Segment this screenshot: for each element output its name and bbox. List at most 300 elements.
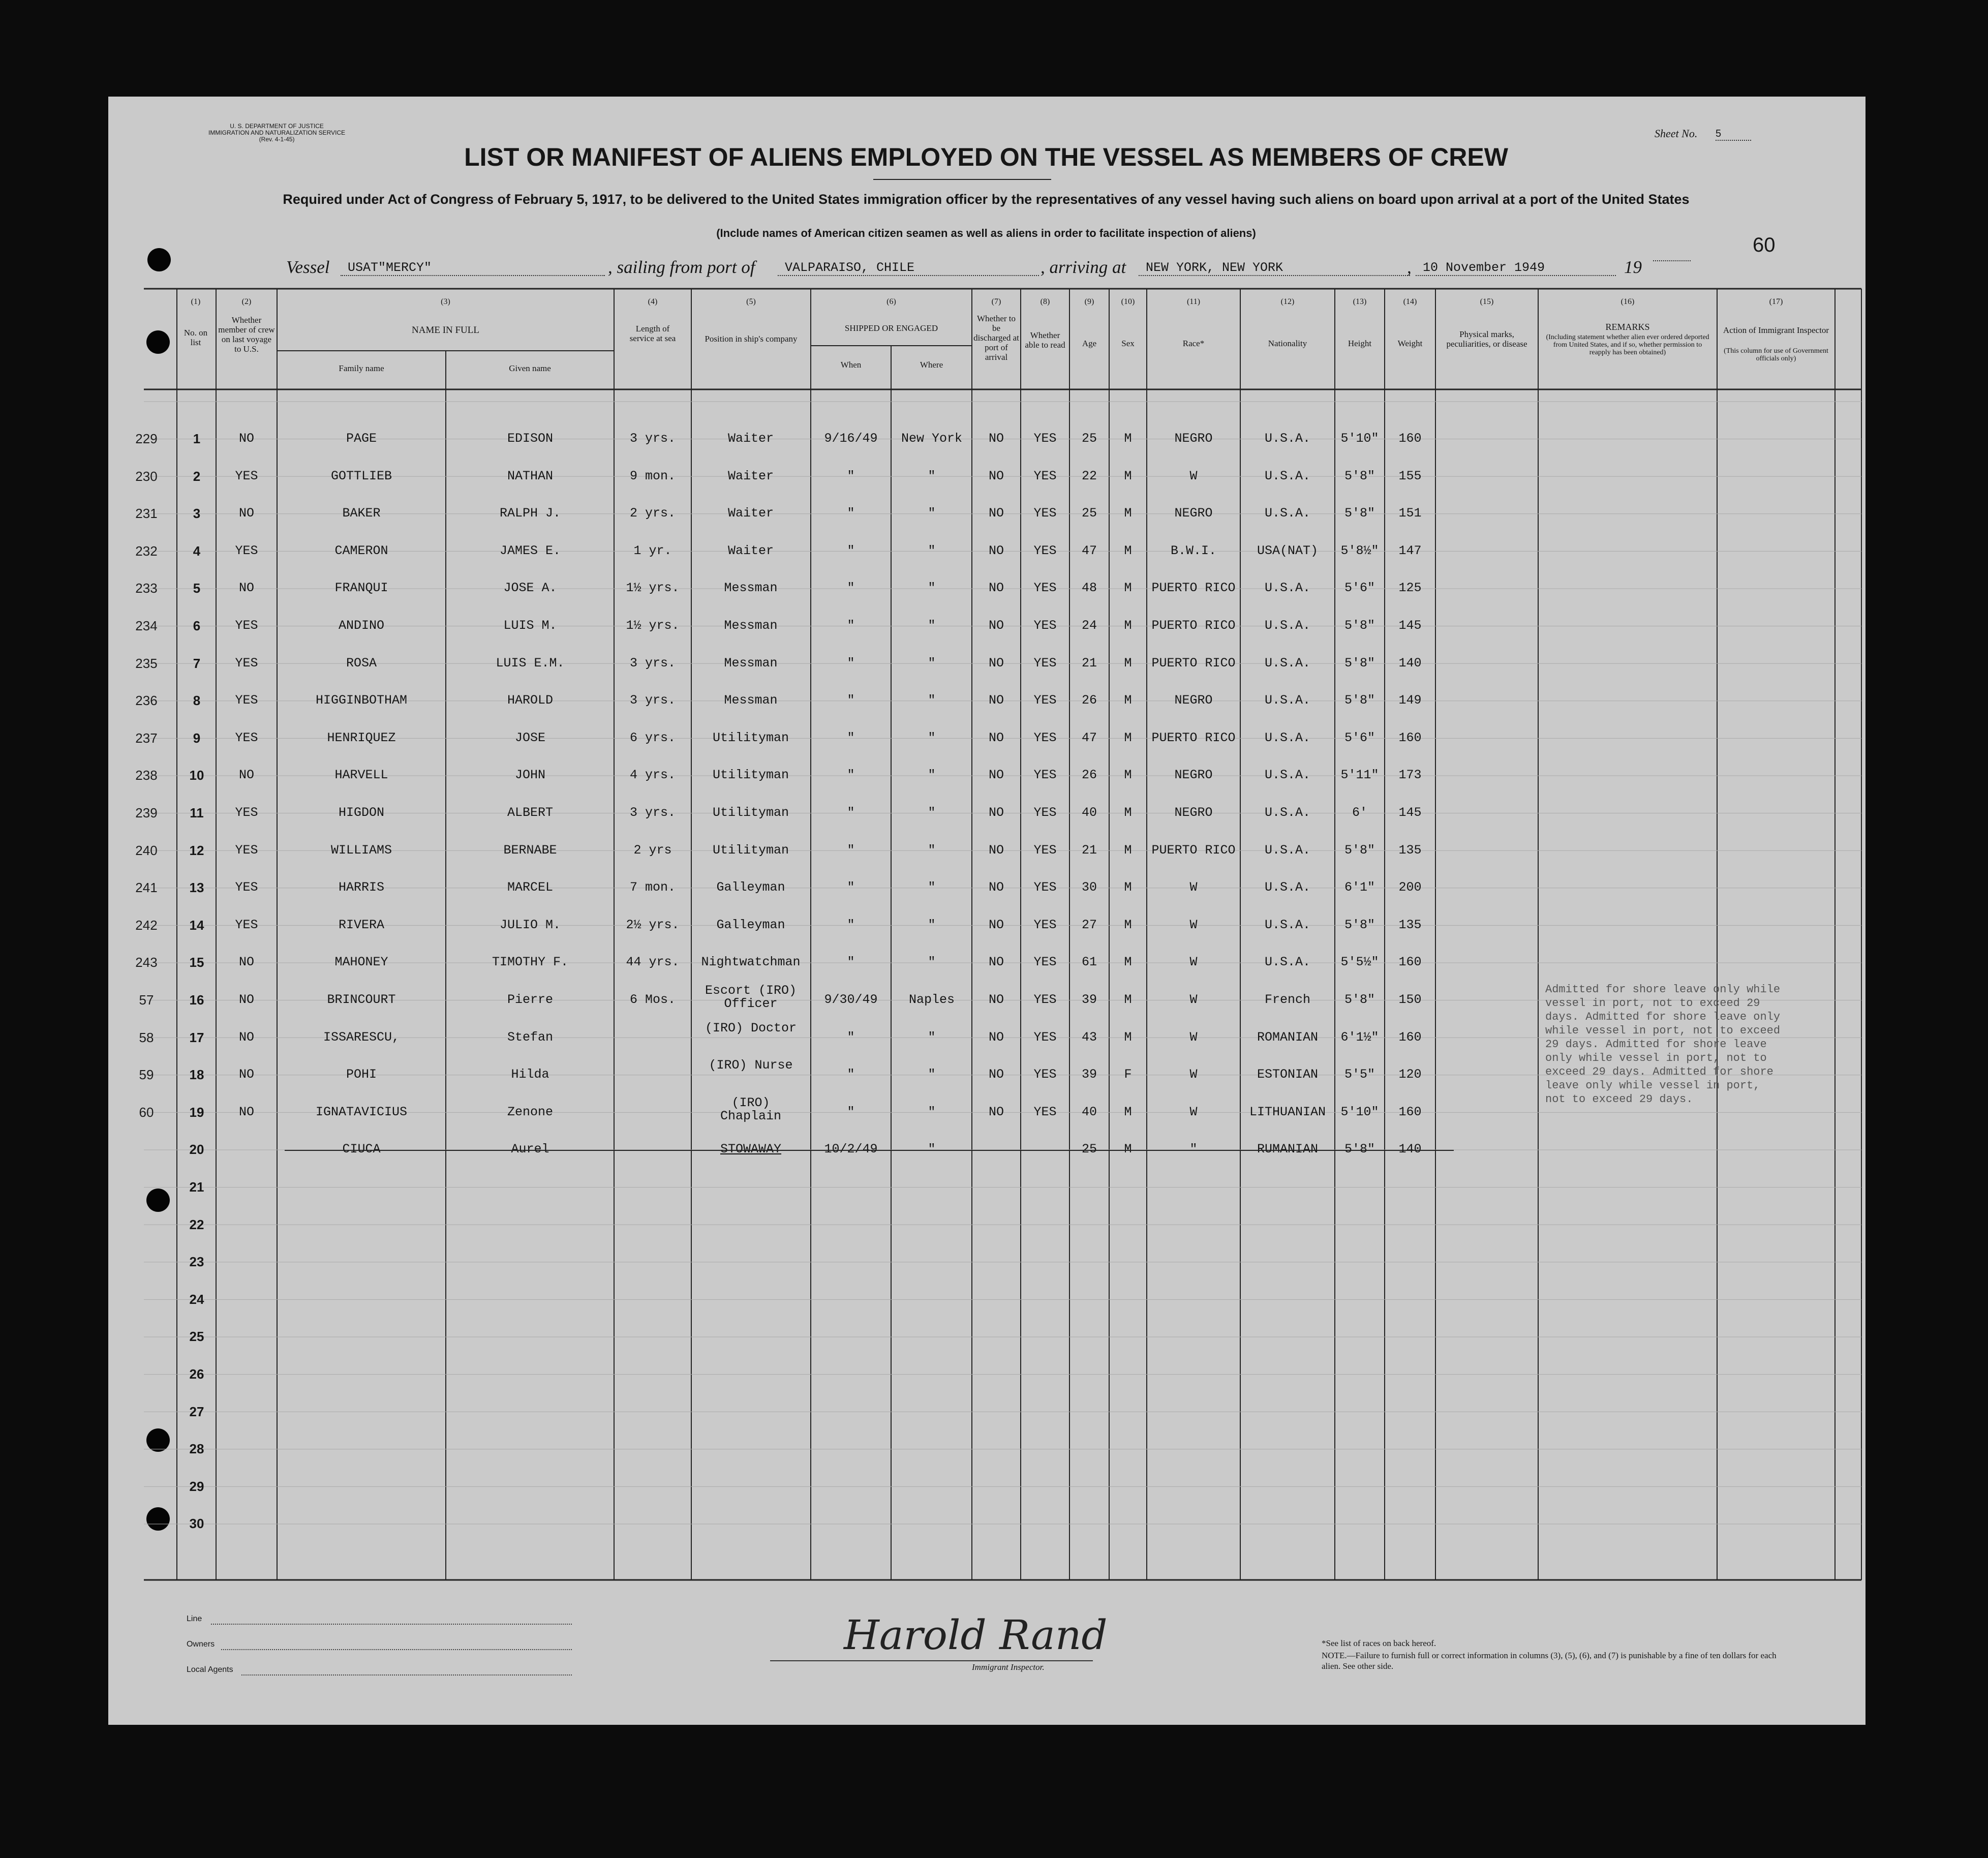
cell-read: YES [1033,655,1057,671]
cell-no: 7 [193,655,201,671]
cell-no: 3 [193,506,201,522]
cell-sex: M [1124,543,1132,558]
cell-when: 10/2/49 [824,1142,878,1157]
cell-given: ALBERT [507,805,554,820]
col4-header: Length of service at sea [629,324,676,343]
col16-subheader: (Including statement whether alien ever ordered deported from United States, and if so, whether permission to reapply has been obtained) [1546,333,1709,356]
local-agents-field [241,1674,572,1676]
cell-family: ROSA [346,655,377,671]
cell-nationality: LITHUANIAN [1249,1104,1326,1119]
cell-prev: YES [235,543,258,558]
cell-read: YES [1033,1029,1057,1045]
cell-age: 30 [1081,880,1097,895]
cell-when: " [847,805,855,820]
cell-when: " [847,768,855,783]
cell-given: JULIO M. [499,917,561,932]
cell-where: " [928,581,936,596]
col3-number: (3) [441,297,450,306]
col9-number: (9) [1084,297,1094,306]
cell-no: 20 [189,1142,204,1158]
cell-when: " [847,1029,855,1045]
cell-prev: YES [235,880,258,895]
cell-height: 5'10" [1340,431,1379,446]
cell-discharge: NO [988,618,1004,633]
cell-weight: 151 [1398,506,1422,521]
cell-family: PAGE [346,431,377,446]
cell-sex: M [1124,693,1132,708]
col3-header: NAME IN FULL [412,325,479,336]
cell-read: YES [1033,581,1057,596]
cell-no: 2 [193,468,201,484]
cell-when: " [847,618,855,633]
cell-discharge: NO [988,655,1004,671]
cell-sex: F [1124,1067,1132,1082]
cell-prev: YES [235,805,258,820]
date-comma: , [1407,257,1412,277]
cell-discharge: NO [988,581,1004,596]
cell-prev: NO [238,768,255,783]
cell-service: 1½ yrs. [626,618,680,633]
cell-age: 27 [1081,917,1097,932]
form-instruction: (Include names of American citizen seamen as well as aliens in order to facilitate inspection of aliens) [716,227,1256,239]
cell-race: W [1189,917,1198,932]
cell-age: 21 [1081,842,1097,858]
cell-prev: NO [238,581,255,596]
cell-sex: M [1124,917,1132,932]
cell-given: Stefan [507,1029,554,1045]
cell-no: 12 [189,842,204,858]
cell-ref: 59 [139,1067,154,1083]
cell-read: YES [1033,468,1057,483]
cell-height: 5'5" [1344,1067,1375,1082]
strike-through-line [285,1150,1454,1151]
cell-position: Waiter [727,543,774,558]
signature-line [770,1660,1093,1661]
cell-no: 21 [189,1179,204,1195]
cell-service: 9 mon. [629,468,676,483]
cell-weight: 149 [1398,693,1422,708]
cell-prev: NO [238,955,255,970]
cell-no: 4 [193,543,201,559]
cell-read: YES [1033,431,1057,446]
cell-discharge: NO [988,693,1004,708]
cell-prev: YES [235,917,258,932]
cell-sex: M [1124,468,1132,483]
col13-header: Height [1348,339,1372,348]
cell-nationality: USA(NAT) [1257,543,1319,558]
cell-where: " [928,618,936,633]
cell-position: Waiter [727,506,774,521]
cell-prev: YES [235,693,258,708]
cell-ref: 242 [135,917,158,933]
cell-race: W [1189,1067,1198,1082]
cell-race: PUERTO RICO [1151,730,1236,745]
cell-position: Nightwatchman [701,955,801,970]
cell-no: 27 [189,1404,204,1419]
cell-sex: M [1124,581,1132,596]
cell-no: 25 [189,1329,204,1345]
cell-family: HARRIS [338,880,385,895]
cell-ref: 238 [135,768,158,783]
cell-no: 1 [193,431,201,446]
cell-discharge: NO [988,431,1004,446]
cell-no: 16 [189,992,204,1008]
handwritten-number: 60 [1753,234,1776,256]
cell-sex: M [1124,1029,1132,1045]
cell-nationality: U.S.A. [1264,431,1311,446]
col15-number: (15) [1480,297,1494,306]
cell-nationality: ROMANIAN [1257,1029,1319,1045]
cell-nationality: U.S.A. [1264,917,1311,932]
cell-read: YES [1033,693,1057,708]
cell-prev: YES [235,618,258,633]
cell-age: 47 [1081,543,1097,558]
cell-discharge: NO [988,543,1004,558]
cell-ref: 241 [135,880,158,896]
cell-service: 44 yrs. [626,955,680,970]
cell-read: YES [1033,955,1057,970]
cell-age: 40 [1081,805,1097,820]
cell-family: HENRIQUEZ [327,730,396,745]
cell-race: W [1189,992,1198,1007]
year-prefix: 19 [1624,257,1642,277]
cell-where: " [928,1029,936,1045]
cell-read: YES [1033,992,1057,1007]
cell-read: YES [1033,730,1057,745]
cell-age: 24 [1081,618,1097,633]
cell-ref: 232 [135,543,158,559]
cell-given: NATHAN [507,468,554,483]
cell-height: 5'8½" [1340,543,1379,558]
cell-no: 24 [189,1291,204,1307]
cell-weight: 160 [1398,1104,1422,1119]
cell-where: " [928,917,936,932]
line-field [211,1624,572,1625]
cell-prev: YES [235,842,258,858]
cell-read: YES [1033,618,1057,633]
cell-weight: 160 [1398,730,1422,745]
cell-weight: 200 [1398,880,1422,895]
col10-header: Sex [1121,339,1135,348]
cell-nationality: U.S.A. [1264,730,1311,745]
cell-nationality: U.S.A. [1264,955,1311,970]
cell-nationality: RUMANIAN [1257,1142,1319,1157]
cell-read: YES [1033,543,1057,558]
cell-discharge: NO [988,1029,1004,1045]
penalty-note: NOTE.—Failure to furnish full or correct information in columns (3), (5), (6), and (7) is punishable by a fine of ten dollars for each alien. See other side. [1322,1651,1777,1671]
cell-ref: 229 [135,431,158,446]
cell-no: 10 [189,768,204,783]
cell-nationality: U.S.A. [1264,805,1311,820]
cell-given: RALPH J. [499,506,561,521]
cell-ref: 230 [135,468,158,484]
cell-nationality: U.S.A. [1264,880,1311,895]
cell-age: 39 [1081,992,1097,1007]
cell-ref: 234 [135,618,158,633]
cell-given: JAMES E. [499,543,561,558]
cell-no: 19 [189,1104,204,1120]
cell-family: CIUCA [342,1142,381,1157]
cell-service: 2 yrs [633,842,672,858]
cell-nationality: U.S.A. [1264,581,1311,596]
cell-family: POHI [346,1067,377,1082]
cell-no: 5 [193,581,201,596]
col17-number: (17) [1769,297,1783,306]
cell-nationality: ESTONIAN [1257,1067,1319,1082]
cell-service: 3 yrs. [629,805,676,820]
cell-race: PUERTO RICO [1151,581,1236,596]
local-agents-label: Local Agents [187,1665,233,1674]
cell-given: Zenone [507,1104,554,1119]
cell-weight: 135 [1398,842,1422,858]
col7-header: Whether to be discharged at port of arrival [973,314,1019,362]
cell-service: 1½ yrs. [626,581,680,596]
cell-given: EDISON [507,431,554,446]
col16-header: REMARKS [1605,322,1650,332]
cell-when: " [847,693,855,708]
cell-height: 5'8" [1344,618,1375,633]
cell-family: HIGDON [338,805,385,820]
cell-nationality: U.S.A. [1264,468,1311,483]
col9-header: Age [1082,339,1097,348]
cell-discharge: NO [988,768,1004,783]
cell-sex: M [1124,655,1132,671]
col14-header: Weight [1397,339,1423,348]
cell-family: MAHONEY [334,955,388,970]
cell-position: Utilityman [712,768,789,783]
cell-ref: 236 [135,693,158,709]
cell-when: " [847,1104,855,1119]
cell-when: " [847,880,855,895]
cell-service: 2½ yrs. [626,917,680,932]
cell-sex: M [1124,768,1132,783]
cell-discharge: NO [988,468,1004,483]
cell-race: PUERTO RICO [1151,655,1236,671]
cell-where: " [928,880,936,895]
cell-race: W [1189,880,1198,895]
cell-position: Utilityman [712,730,789,745]
cell-sex: M [1124,506,1132,521]
cell-height: 5'8" [1344,693,1375,708]
cell-sex: M [1124,992,1132,1007]
cell-family: BAKER [342,506,381,521]
cell-family: HARVELL [334,768,388,783]
cell-race: NEGRO [1174,431,1213,446]
col8-number: (8) [1040,297,1050,306]
cell-position: Galleyman [716,917,785,932]
cell-family: WILLIAMS [330,842,392,858]
cell-discharge: NO [988,506,1004,521]
cell-ref: 239 [135,805,158,820]
cell-race: NEGRO [1174,506,1213,521]
cell-race: PUERTO RICO [1151,842,1236,858]
cell-sex: M [1124,805,1132,820]
cell-age: 47 [1081,730,1097,745]
cell-age: 25 [1081,1142,1097,1157]
cell-height: 5'8" [1344,655,1375,671]
cell-height: 6' [1352,805,1368,820]
cell-given: JOHN [514,768,546,783]
cell-height: 5'5½" [1340,955,1379,970]
cell-family: CAMERON [334,543,388,558]
cell-nationality: U.S.A. [1264,768,1311,783]
cell-position: Messman [724,655,778,671]
col13-number: (13) [1353,297,1367,306]
cell-when: " [847,468,855,483]
cell-race: W [1189,468,1198,483]
cell-given: JOSE A. [503,581,557,596]
cell-sex: M [1124,842,1132,858]
cell-weight: 120 [1398,1067,1422,1082]
cell-discharge: NO [988,842,1004,858]
cell-family: RIVERA [338,917,385,932]
cell-age: 40 [1081,1104,1097,1119]
cell-where: " [928,693,936,708]
cell-position: (IRO) Chaplain [720,1095,782,1123]
cell-discharge: NO [988,1067,1004,1082]
cell-height: 5'11" [1340,768,1379,783]
cell-service: 6 yrs. [629,730,676,745]
cell-position: Waiter [727,431,774,446]
cell-height: 5'8" [1344,842,1375,858]
cell-discharge: NO [988,1104,1004,1119]
cell-discharge: NO [988,955,1004,970]
cell-age: 22 [1081,468,1097,483]
inspector-signature: Harold Rand [844,1611,1108,1659]
cell-where: " [928,768,936,783]
cell-where: " [928,543,936,558]
cell-height: 5'8" [1344,917,1375,932]
cell-where: " [928,1142,936,1157]
cell-sex: M [1124,618,1132,633]
cell-read: YES [1033,842,1057,858]
cell-service: 3 yrs. [629,655,676,671]
cell-discharge: NO [988,805,1004,820]
col17-subheader: (This column for use of Government officials only) [1724,347,1828,362]
cell-weight: 160 [1398,431,1422,446]
cell-weight: 140 [1398,655,1422,671]
cell-weight: 147 [1398,543,1422,558]
cell-no: 8 [193,693,201,709]
cell-weight: 125 [1398,581,1422,596]
cell-weight: 155 [1398,468,1422,483]
cell-no: 30 [189,1516,204,1532]
cell-weight: 173 [1398,768,1422,783]
cell-age: 61 [1081,955,1097,970]
cell-when: " [847,917,855,932]
cell-nationality: U.S.A. [1264,506,1311,521]
cell-position: Messman [724,693,778,708]
cell-where: Naples [908,992,955,1007]
cell-read: YES [1033,1067,1057,1082]
cell-when: " [847,655,855,671]
col12-number: (12) [1280,297,1295,306]
cell-ref: 237 [135,730,158,746]
form-subtitle: Required under Act of Congress of February 5, 1917, to be delivered to the United States immigration officer by the representatives of any vessel having such aliens on board upon arrival at a port of the United States [283,192,1690,207]
cell-position: (IRO) Nurse [709,1058,793,1073]
cell-no: 29 [189,1478,204,1494]
cell-service: 1 yr. [633,543,672,558]
col10-number: (10) [1121,297,1135,306]
cell-position: Utilityman [712,805,789,820]
cell-sex: M [1124,955,1132,970]
cell-given: BERNABE [503,842,557,858]
cell-sex: M [1124,880,1132,895]
cell-position: Galleyman [716,880,785,895]
cell-prev: NO [238,1104,255,1119]
form-title: LIST OR MANIFEST OF ALIENS EMPLOYED ON THE VESSEL AS MEMBERS OF CREW [464,143,1508,171]
cell-no: 13 [189,880,204,896]
cell-where: " [928,1067,936,1082]
cell-read: YES [1033,768,1057,783]
cell-service: 6 Mos. [629,992,676,1007]
cell-family: ANDINO [338,618,385,633]
cell-given: HAROLD [507,693,554,708]
cell-position: Messman [724,581,778,596]
cell-ref: 243 [135,955,158,970]
cell-read: YES [1033,917,1057,932]
cell-service: 3 yrs. [629,431,676,446]
line-label: Line [187,1615,202,1623]
cell-discharge: NO [988,880,1004,895]
cell-read: YES [1033,805,1057,820]
cell-given: Pierre [507,992,554,1007]
cell-race: PUERTO RICO [1151,618,1236,633]
cell-height: 5'8" [1344,1142,1375,1157]
col16-number: (16) [1620,297,1635,306]
cell-position: Utilityman [712,842,789,858]
vessel-name: USAT"MERCY" [341,260,605,276]
cell-prev: NO [238,431,255,446]
cell-service: 3 yrs. [629,693,676,708]
cell-race: B.W.I. [1170,543,1217,558]
cell-no: 22 [189,1216,204,1232]
cell-weight: 160 [1398,955,1422,970]
cell-nationality: U.S.A. [1264,842,1311,858]
cell-read: YES [1033,506,1057,521]
cell-race: W [1189,955,1198,970]
cell-nationality: U.S.A. [1264,693,1311,708]
cell-where: " [928,842,936,858]
cell-weight: 140 [1398,1142,1422,1157]
sheet-label: Sheet No. [1655,127,1698,140]
sheet-number: 5 [1716,128,1751,141]
cell-race: NEGRO [1174,693,1213,708]
shipped-where-header: Where [920,360,943,370]
sailing-label: , sailing from port of [608,257,755,277]
col1-header: No. on list [183,328,208,347]
cell-sex: M [1124,431,1132,446]
cell-race: NEGRO [1174,768,1213,783]
cell-age: 25 [1081,506,1097,521]
cell-read: YES [1033,1104,1057,1119]
cell-where: " [928,805,936,820]
cell-prev: NO [238,1067,255,1082]
cell-weight: 135 [1398,917,1422,932]
cell-weight: 160 [1398,1029,1422,1045]
cell-nationality: French [1264,992,1311,1007]
family-name-header: Family name [339,363,384,373]
col15-header: Physical marks, peculiarities, or disease [1446,329,1527,349]
col5-number: (5) [746,297,756,306]
cell-when: " [847,506,855,521]
departure-port: VALPARAISO, CHILE [778,260,1039,276]
cell-ref: 57 [139,992,154,1008]
cell-no: 28 [189,1441,204,1457]
col2-number: (2) [241,297,252,306]
cell-when: " [847,1067,855,1082]
cell-when: " [847,955,855,970]
